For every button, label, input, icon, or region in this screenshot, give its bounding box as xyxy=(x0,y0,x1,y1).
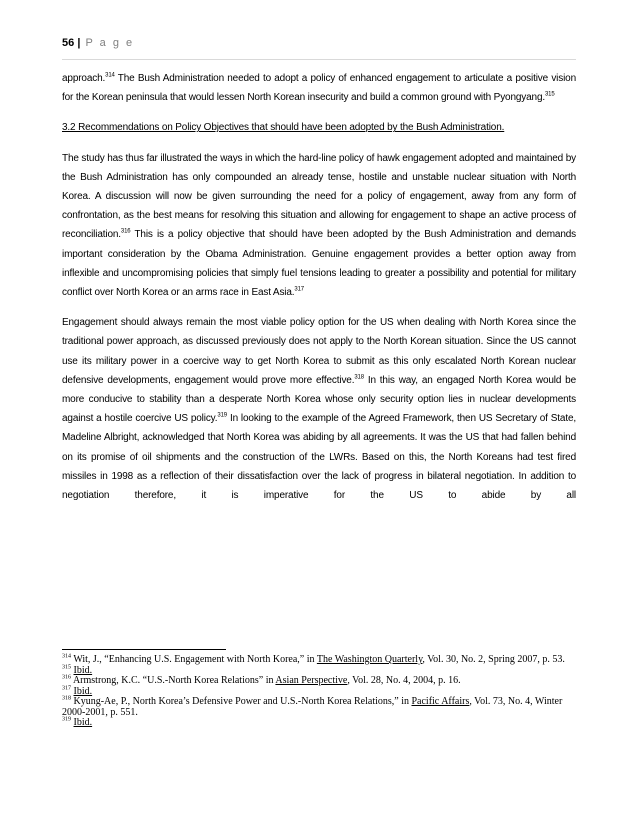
footnote-text: Armstrong, K.C. “U.S.-North Korea Relations” in xyxy=(71,675,276,686)
page-header xyxy=(62,37,576,60)
footnote-ref-319[interactable]: 319 xyxy=(217,412,227,419)
footnote-source-link[interactable]: Ibid. xyxy=(73,717,93,728)
paragraph-1 xyxy=(62,69,576,107)
footnote-text: , Vol. 73, No. 4, Winter 2000-2001, p. 551. xyxy=(62,696,563,718)
text-run: In looking to the example of the Agreed Framework, then US Secretary of State, Madeline Albright, acknowledged that North Korea was abiding by all agreements. It was the US that had fallen behind on its promise of oil shipments and the construction of the LWRs. Based on this, the North Koreans had test fired missiles in 1998 as a reflection of their dissatisfaction over the lack of progress in bilateral negotiation. In addition to negotiation therefore, it is imperative for the US to abide by all xyxy=(62,413,576,502)
header-separator: | xyxy=(77,37,81,49)
paragraph-3 xyxy=(62,313,576,505)
text-run: approach. xyxy=(62,73,106,84)
footnote-number: 315 xyxy=(62,664,71,671)
footnote-ref-315[interactable]: 315 xyxy=(545,91,555,98)
footnote xyxy=(62,697,576,718)
footnote-text: Kyung-Ae, P., North Korea’s Defensive Power and U.S.-North Korea Relations,” in xyxy=(71,696,412,707)
text-run: Engagement should always remain the most viable policy option for the US when dealing with North Korea since the traditional power approach, as discussed previously does not apply to the North Korean situation. Since the US cannot use its military power in a coercive way to get North Korea to submit as this only escalated North Korean nuclear defensive developments, engagement would prove more effective. xyxy=(62,317,576,386)
text-run: The study has thus far illustrated the ways in which the hard-line policy of hawk engagement adopted and maintained by the Bush Administration has only compounded an already tense, hostile and unstable nuclear situation with North Korea. A discussion will now be given surrounding the need for a policy of engagement, away from any form of confrontation, as the best means for resolving this situation and allowing for engagement to shape an active process of reconciliation. xyxy=(62,152,576,241)
footnote-ref-316[interactable]: 316 xyxy=(120,229,131,236)
footnotes xyxy=(62,655,576,729)
section-heading-text: 3.2 Recommendations on Policy Objectives that should have been adopted by the Bush Administration. xyxy=(62,122,505,134)
footnote-ref-317[interactable]: 317 xyxy=(294,286,304,293)
footnote-number: 314 xyxy=(62,653,71,660)
page-label: P a g e xyxy=(85,37,135,49)
footnote xyxy=(62,655,576,666)
text-run: The Bush Administration needed to adopt a policy of enhanced engagement to articulate a positive vision for the Korean peninsula that would lessen North Korean insecurity and build a common ground with Pyongyang. xyxy=(62,73,576,104)
footnote-source-link[interactable]: Ibid. xyxy=(73,664,93,676)
footnote-source-link[interactable]: Ibid. xyxy=(73,685,93,697)
footnote-number: 317 xyxy=(62,685,71,692)
footnote-text: , Vol. 30, No. 2, Spring 2007, p. 53. xyxy=(422,654,565,665)
footnote-source-link[interactable]: The Washington Quarterly xyxy=(316,654,423,665)
section-heading xyxy=(62,118,576,137)
footnote-text: Wit, J., “Enhancing U.S. Engagement with North Korea,” in xyxy=(71,654,317,665)
footnote-text: , Vol. 28, No. 4, 2004, p. 16. xyxy=(347,675,461,686)
footnote-source-link[interactable]: Pacific Affairs xyxy=(411,696,470,707)
footnote xyxy=(62,718,576,729)
footnote xyxy=(62,676,576,687)
paragraph-2 xyxy=(62,149,576,303)
text-run: In this way, an engaged North Korea would be more conducive to stability than a desperate North Korea whose only security option lies in nuclear developments against a hostile coercive US policy. xyxy=(62,374,576,425)
page-number: 56 xyxy=(62,37,75,49)
text-run: This is a policy objective that should have been adopted by the Bush Administration and demands important consideration by the Obama Administration. Genuine engagement provides a better option away from inflexible and uncompromising policies that simply fuel tensions leading to greater a possibility and potential for military conflict over North Korea or an arms race in East Asia. xyxy=(62,229,576,299)
footnote-number: 319 xyxy=(62,716,71,723)
footnote-source-link[interactable]: Asian Perspective xyxy=(275,675,348,686)
footnote-ref-318[interactable]: 318 xyxy=(354,374,364,381)
footnote-number: 316 xyxy=(62,674,71,681)
footnote-divider xyxy=(62,649,226,650)
body-text xyxy=(62,69,576,516)
footnote-ref-314[interactable]: 314 xyxy=(105,72,115,79)
footnote-number: 318 xyxy=(62,695,71,702)
